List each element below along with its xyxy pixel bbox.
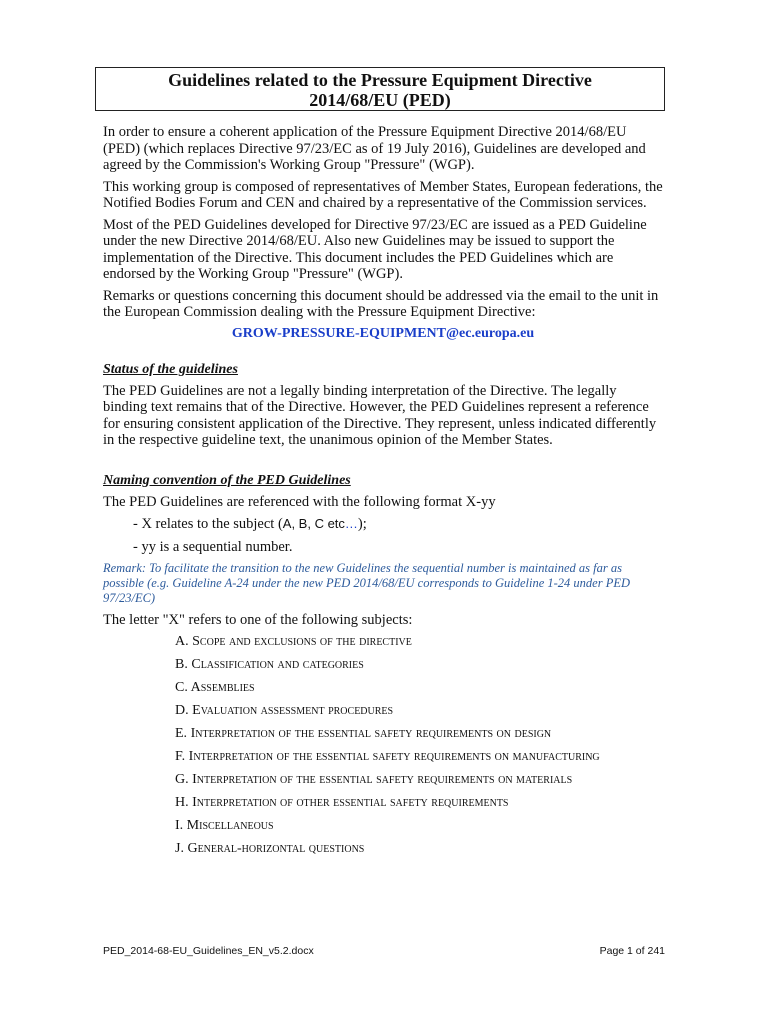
subject-label: eneral-horizontal questions bbox=[197, 840, 365, 856]
subject-letter: J. bbox=[175, 840, 184, 856]
naming-heading: Naming convention of the PED Guidelines bbox=[103, 472, 351, 488]
subject-item-d bbox=[175, 703, 663, 719]
intro-paragraph-1: In order to ensure a coherent application of the Pressure Equipment Directive 2014/68/EU (PED) (which replaces Directive 97/23/EC as of 19 July 2016), Guidelines are developed and agreed by the Commission's Working Group "Pressure" (WGP). bbox=[103, 124, 646, 173]
subject-item-f bbox=[175, 749, 663, 765]
subject-item-e bbox=[175, 726, 663, 742]
subject-letter: C. bbox=[175, 679, 188, 695]
subject-initial: I bbox=[188, 748, 194, 764]
subject-initial: A bbox=[190, 679, 201, 695]
intro-paragraph-4: Remarks or questions concerning this document should be addressed via the email to the unit in the European Commission dealing with the Pressure Equipment Directive: bbox=[103, 287, 659, 320]
subject-label: cope and exclusions of the directive bbox=[199, 633, 412, 649]
subject-letter: G. bbox=[175, 771, 189, 787]
subject-letter: A. bbox=[175, 633, 189, 649]
transition-remark: Remark: To facilitate the transition to the new Guidelines the sequential number is maintained as far as possible (e.g. Guideline A-24 under the new PED 2014/68/EU corresponds to Guideline 1-24 under PED 97/23/EC) bbox=[103, 561, 631, 605]
subject-label: iscellaneous bbox=[199, 817, 274, 833]
naming-bullet-subject bbox=[133, 515, 663, 533]
intro-paragraph-3: Most of the PED Guidelines developed for Directive 97/23/EC are issued as a PED Guideline under the new Directive 2014/68/EU. Also new Guidelines may be issued to support the implementation of the Directive. This document includes the PED Guidelines which are endorsed by the Working Group "Pressure" (WGP). bbox=[103, 216, 647, 282]
subject-item-g bbox=[175, 772, 663, 788]
subject-label: valuation assessment procedures bbox=[200, 702, 394, 718]
bullet-ellipsis: … bbox=[344, 516, 358, 531]
subject-initial: G bbox=[187, 840, 198, 856]
subject-initial: S bbox=[192, 633, 200, 649]
subject-letter: E. bbox=[175, 725, 188, 741]
status-paragraph: The PED Guidelines are not a legally binding interpretation of the Directive. The legally binding text remains that of the Directive. However, the PED Guidelines represent a reference for ensuring consistent application of the Directive. They represent, unless indicated differently in the respective guideline text, the unanimous opinion of the Member States. bbox=[103, 382, 657, 448]
subject-label: lassification and categories bbox=[200, 656, 364, 672]
subject-initial: E bbox=[192, 702, 201, 718]
subject-item-a bbox=[175, 634, 663, 650]
status-heading: Status of the guidelines bbox=[103, 361, 238, 377]
subject-letter: F. bbox=[175, 748, 186, 764]
document-body bbox=[103, 124, 663, 864]
bullet-suffix: ); bbox=[357, 516, 367, 532]
subject-initial: I bbox=[192, 794, 197, 810]
document-title-box bbox=[95, 67, 665, 111]
subject-letter: B. bbox=[175, 656, 188, 672]
subject-item-h bbox=[175, 795, 663, 811]
subject-label: nterpretation of the essential safety requirements on design bbox=[195, 725, 552, 741]
subject-letter: I. bbox=[175, 817, 184, 833]
intro-paragraph-2: This working group is composed of representatives of Member States, European federations, the Notified Bodies Forum and CEN and chaired by a representative of the Commission services. bbox=[103, 178, 663, 211]
subject-item-i bbox=[175, 818, 663, 834]
subject-letter: H. bbox=[175, 794, 189, 810]
contact-email-link[interactable]: GROW-PRESSURE-EQUIPMENT@ec.europa.eu bbox=[231, 325, 535, 341]
subject-initial: C bbox=[191, 656, 201, 672]
subject-item-c bbox=[175, 680, 663, 696]
footer-filename: PED_2014-68-EU_Guidelines_EN_v5.2.docx bbox=[103, 945, 314, 957]
footer-page-number: Page 1 of 241 bbox=[599, 945, 665, 957]
subject-item-b bbox=[175, 657, 663, 673]
subject-label: nterpretation of the essential safety requirements on manufacturing bbox=[193, 748, 600, 764]
naming-bullet-sequence: - yy is a sequential number. bbox=[133, 539, 293, 555]
bullet-letters: A, B, C etc bbox=[282, 516, 345, 531]
document-title-line2: 2014/68/EU (PED) bbox=[309, 90, 451, 110]
subject-list bbox=[175, 634, 663, 857]
subject-item-j bbox=[175, 841, 663, 857]
subject-letter: D. bbox=[175, 702, 189, 718]
subject-label: nterpretation of other essential safety requirements bbox=[196, 794, 509, 810]
subject-label: ssemblies bbox=[200, 679, 255, 695]
subject-initial: M bbox=[186, 817, 200, 833]
document-title-line1: Guidelines related to the Pressure Equipment Directive bbox=[168, 70, 592, 90]
subject-initial: I bbox=[192, 771, 197, 787]
subject-label: nterpretation of the essential safety requirements on materials bbox=[196, 771, 573, 787]
naming-intro: The PED Guidelines are referenced with the following format X-yy bbox=[103, 493, 496, 510]
subject-initial: I bbox=[190, 725, 196, 741]
subjects-intro: The letter "X" refers to one of the following subjects: bbox=[103, 612, 413, 628]
bullet-prefix: - X relates to the subject ( bbox=[133, 516, 283, 532]
